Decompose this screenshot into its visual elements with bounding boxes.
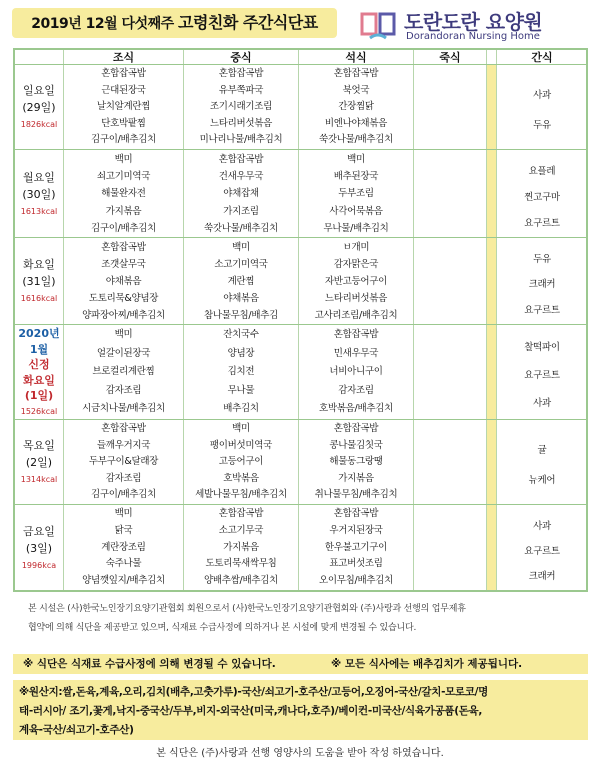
- snack-item: 요구르트: [524, 217, 560, 229]
- header-dinner: 석식: [345, 51, 367, 64]
- logo-name: 도란도란 요양원: [404, 10, 543, 34]
- snack-item: 두유: [533, 120, 551, 132]
- meal-cell-dinner: [299, 421, 413, 504]
- menu-item: 호박볶음: [223, 472, 259, 484]
- day-label: [15, 82, 63, 133]
- menu-item: 표고버섯조림: [329, 558, 383, 570]
- menu-item: 양배추쌈/배추김치: [204, 575, 278, 587]
- menu-item: 가지볶음: [338, 472, 374, 484]
- menu-item: 민새우무국: [333, 347, 379, 359]
- menu-item: 계란장조림: [101, 541, 146, 553]
- snack-item: 요구르트: [524, 545, 560, 557]
- day-text: (30일): [22, 187, 56, 201]
- day-label: [15, 256, 63, 307]
- menu-item: 해물완자전: [101, 188, 146, 200]
- menu-item: 비엔나야채볶음: [324, 117, 388, 129]
- menu-item: 숙주나물: [105, 558, 142, 570]
- meal-cell-breakfast: [64, 151, 183, 237]
- menu-item: 가지볶음: [223, 541, 259, 553]
- menu-item: 김구이/배추김치: [90, 134, 157, 146]
- menu-item: 두부조림: [338, 188, 374, 200]
- warning-bar: [13, 654, 588, 674]
- meal-cell-lunch: [184, 151, 298, 237]
- title-main: 고령친화 주간식단표: [178, 13, 318, 32]
- menu-item: 느타리버섯볶음: [324, 293, 388, 304]
- snack-cell: [497, 421, 587, 504]
- snack-item: 두유: [533, 253, 551, 265]
- logo-subtitle: Dorandoran Nursing Home: [406, 31, 540, 42]
- menu-item: 야채잡채: [223, 188, 259, 200]
- menu-item: 백미: [114, 508, 133, 519]
- snack-item: 크래커: [528, 279, 556, 291]
- menu-item: 혼합잡곡밥: [101, 423, 146, 434]
- menu-item: 가지볶음: [105, 205, 142, 217]
- day-kcal: 1996kca: [21, 560, 57, 570]
- snack-cell: [497, 326, 587, 419]
- menu-item: 백미: [114, 329, 133, 340]
- header-snack: 간식: [531, 51, 553, 64]
- menu-item: 쑥갓나물/배추김치: [319, 134, 393, 146]
- menu-item: 배추된장국: [333, 171, 379, 183]
- day-text: 신정: [28, 358, 50, 371]
- snack-item: 요구르트: [524, 304, 560, 316]
- day-kcal: 1526kcal: [20, 406, 58, 416]
- day-label: [15, 169, 63, 220]
- row-divider: [14, 419, 587, 420]
- header-late: 죽식: [439, 51, 461, 64]
- snack-item: 귤: [537, 444, 547, 456]
- day-kcal: 1826kcal: [20, 120, 58, 129]
- notice-line-2: 협약에 의해 식단을 제공받고 있으며, 식재료 수급사정에 의하거나 본 시설에 맞게 변경될 수 있습니다.: [28, 623, 417, 633]
- menu-item: 감자조림: [105, 384, 142, 396]
- day-kcal: 1314kcal: [20, 475, 58, 484]
- meal-cell-breakfast: [64, 506, 183, 590]
- row-divider: [14, 237, 587, 238]
- menu-item: ㅂ개미: [342, 242, 370, 253]
- menu-item: 고등어구이: [218, 456, 264, 468]
- header-breakfast: 조식: [112, 51, 135, 64]
- title-banner: [12, 8, 337, 38]
- day-text: 2020년: [18, 327, 60, 340]
- menu-item: 들깨우거지국: [96, 439, 151, 451]
- menu-item: 가지조림: [223, 205, 259, 217]
- row-divider: [14, 504, 587, 505]
- meal-cell-dinner: [299, 66, 413, 149]
- day-text: 목요일: [23, 439, 55, 452]
- menu-item: 무나물: [227, 384, 255, 396]
- meal-cell-lunch: [184, 421, 298, 504]
- row-divider: [14, 149, 587, 150]
- snack-cell: [497, 239, 587, 324]
- origin-line-3: 계육-국산/쇠고기-호주산): [19, 724, 134, 736]
- menu-item: 혼합잡곡밥: [218, 68, 264, 79]
- notice-line-1: 본 시설은 (사)한국노인장기요양기관협회 회원으로서 (사)한국노인장기요양기관협회와 (주)사랑과 선행의 업무제휴: [28, 604, 466, 614]
- logo-icon: [360, 10, 400, 42]
- origin-line-1: ※원산지:쌀,돈육,계육,오리,김치(배추,고춧가루)-국산/쇠고기-호주산/고등어,오징어-국산/갈치-모로코/명: [19, 686, 489, 698]
- menu-item: 세발나물무침/배추김치: [195, 489, 287, 501]
- menu-item: 소고기무국: [218, 524, 264, 536]
- menu-item: 김치전: [227, 366, 255, 378]
- menu-item: 건새우무국: [218, 171, 264, 183]
- menu-item: 감자맑은국: [333, 259, 379, 270]
- menu-item: 야채볶음: [223, 293, 259, 304]
- origin-line-2: 태-러시아/ 조기,꽃게,낙지-중국산/두부,비지-외국산(미국,캐나다,호주)/베이컨-미국산/식육가공품(돈육,: [19, 705, 483, 717]
- menu-item: 백미: [232, 423, 250, 434]
- day-text: (1일): [24, 389, 54, 402]
- menu-item: 미나리나물/배추김치: [199, 134, 283, 146]
- warning-left: ※ 식단은 식재료 수급사정에 의해 변경될 수 있습니다.: [23, 658, 276, 670]
- menu-item: 근대된장국: [101, 84, 146, 96]
- origin-box: [13, 680, 588, 740]
- meal-cell-breakfast: [64, 421, 183, 504]
- header-lunch: 중식: [230, 51, 252, 64]
- menu-item: 혼합잡곡밥: [101, 68, 146, 79]
- menu-item: 소고기미역국: [214, 259, 268, 270]
- menu-item: 호박볶음/배추김치: [319, 403, 393, 415]
- menu-item: 닭국: [114, 524, 133, 536]
- menu-item: 오이무침/배추김치: [319, 575, 393, 587]
- snack-item: 요구르트: [524, 369, 560, 381]
- title-prefix: 2019년 12월 다섯째주: [31, 16, 174, 32]
- menu-item: 혼합잡곡밥: [333, 68, 379, 79]
- day-text: 금요일: [23, 524, 55, 538]
- menu-item: 백미: [232, 242, 250, 253]
- menu-item: 시금치나물/배추김치: [82, 403, 165, 415]
- menu-item: 야채볶음: [105, 276, 142, 287]
- menu-item: 너비아니구이: [329, 366, 383, 378]
- meal-cell-dinner: [299, 239, 413, 324]
- snack-column-bar: [486, 64, 496, 590]
- menu-item: 날치알계란찜: [96, 101, 151, 113]
- menu-item: 간장찜닭: [338, 101, 374, 113]
- meal-cell-dinner: [299, 326, 413, 419]
- day-text: 화요일: [23, 373, 55, 387]
- day-kcal: 1616kcal: [20, 294, 58, 303]
- menu-item: 콩나물김칫국: [329, 439, 383, 451]
- menu-item: 쑥갓나물/배추김치: [204, 222, 278, 234]
- snack-item: 요플레: [528, 166, 556, 178]
- menu-item: 조갯살무국: [101, 259, 146, 270]
- menu-item: 도토리묵새싹무침: [205, 558, 277, 570]
- snack-item: 크래커: [528, 571, 556, 583]
- meal-cell-dinner: [299, 506, 413, 590]
- menu-item: 취나물무침/배추김치: [314, 489, 398, 501]
- snack-item: 찰떡파이: [524, 342, 560, 354]
- meal-cell-lunch: [184, 506, 298, 590]
- day-text: 일요일: [23, 84, 55, 97]
- day-label: [15, 326, 63, 419]
- meal-cell-lunch: [184, 326, 298, 419]
- menu-item: 해물동그랑땡: [329, 456, 383, 468]
- meal-cell-lunch: [184, 239, 298, 324]
- menu-item: 김구이/배추김치: [90, 222, 157, 234]
- menu-item: 북엇국: [342, 84, 370, 96]
- col-divider: [413, 50, 414, 590]
- col-divider: [486, 50, 487, 590]
- menu-item: 혼합잡곡밥: [218, 508, 264, 519]
- snack-item: 뉴케어: [528, 475, 556, 487]
- day-label: [15, 523, 63, 574]
- snack-cell: [497, 506, 587, 590]
- menu-item: 양념장: [227, 347, 255, 359]
- menu-item: 혼합잡곡밥: [333, 423, 379, 434]
- menu-item: 단호박팥찜: [101, 117, 146, 129]
- snack-item: 찐고구마: [524, 191, 560, 203]
- menu-item: 무나물/배추김치: [323, 222, 389, 234]
- menu-item: 배추김치: [223, 403, 259, 415]
- menu-item: 김구이/배추김치: [90, 489, 157, 501]
- snack-cell: [497, 66, 587, 149]
- menu-item: 한우불고기구이: [324, 541, 388, 553]
- menu-item: 팽이버섯미역국: [209, 439, 273, 451]
- menu-item: 양파장아찌/배추김치: [82, 310, 165, 321]
- menu-item: 유부쪽파국: [218, 84, 264, 96]
- meal-cell-lunch: [184, 66, 298, 149]
- menu-item: 브로컬리계란찜: [92, 366, 155, 378]
- menu-item: 감자조림: [338, 384, 374, 396]
- menu-item: 감자조림: [105, 472, 142, 484]
- snack-item: 사과: [533, 89, 551, 101]
- row-divider: [14, 324, 587, 325]
- menu-item: 혼합잡곡밥: [101, 242, 146, 253]
- day-text: 월요일: [23, 170, 55, 184]
- menu-item: 계란찜: [227, 276, 255, 287]
- menu-item: 혼합잡곡밥: [333, 508, 379, 519]
- menu-item: 백미: [347, 154, 365, 165]
- day-text: (29일): [22, 101, 56, 114]
- meal-cell-breakfast: [64, 66, 183, 149]
- day-kcal: 1613kcal: [20, 206, 58, 216]
- menu-item: 잔치국수: [223, 329, 259, 340]
- day-text: (31일): [22, 275, 56, 288]
- day-text: (3일): [25, 541, 53, 555]
- menu-item: 혼합잡곡밥: [218, 154, 264, 165]
- menu-item: 자반고등어구이: [324, 276, 388, 287]
- menu-item: 우거지된장국: [329, 524, 383, 536]
- menu-item: 조기시래기조림: [209, 101, 273, 113]
- menu-item: 느타리버섯볶음: [209, 117, 273, 129]
- page-title: [12, 8, 337, 38]
- menu-item: 양념깻잎지/배추김치: [82, 575, 165, 587]
- warning-right: ※ 모든 식사에는 배추김치가 제공됩니다.: [331, 658, 523, 670]
- menu-item: 고사리조림/배추김치: [314, 310, 398, 321]
- snack-item: 사과: [533, 520, 551, 532]
- day-text: 화요일: [23, 258, 55, 271]
- footer-note: 본 식단은 (주)사랑과 선행 영양사의 도움을 받아 작성 하였습니다.: [156, 748, 444, 759]
- menu-item: 참나물무침/배추김: [204, 310, 278, 321]
- day-text: 1월: [29, 342, 49, 356]
- snack-cell: [497, 151, 587, 237]
- meal-cell-breakfast: [64, 239, 183, 324]
- meal-cell-dinner: [299, 151, 413, 237]
- day-label: [15, 437, 63, 488]
- meal-cell-breakfast: [64, 326, 183, 419]
- menu-item: 도토리묵&양념장: [88, 293, 159, 304]
- menu-item: 얼갈이된장국: [96, 347, 151, 359]
- menu-item: 쇠고기미역국: [96, 171, 151, 183]
- snack-item: 사과: [533, 397, 551, 409]
- menu-item: 백미: [114, 154, 133, 165]
- menu-item: 사각어묵볶음: [329, 205, 383, 217]
- day-text: (2일): [25, 456, 53, 469]
- menu-item: 혼합잡곡밥: [333, 329, 379, 340]
- menu-item: 두부구이&달래장: [88, 456, 159, 468]
